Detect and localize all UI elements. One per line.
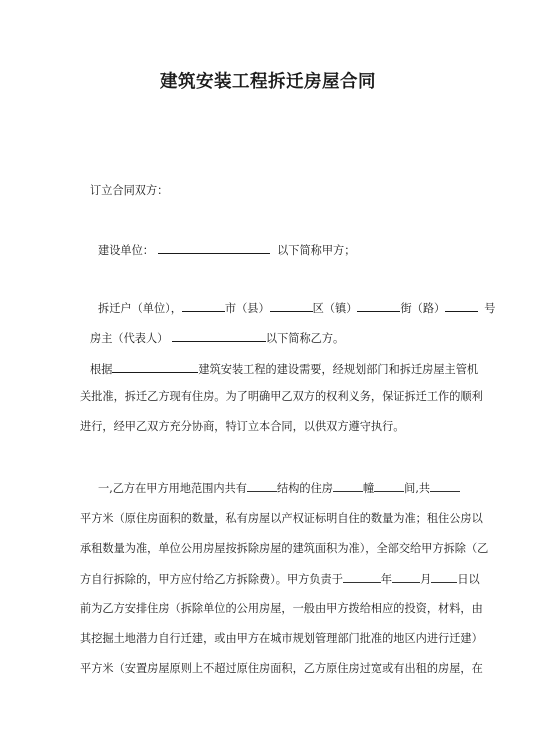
para1-line1: 根据 建筑安装工程的建设需要，经规划部门和拆迁房屋主管机: [90, 363, 479, 376]
parties-heading: 订立合同双方：: [90, 184, 169, 197]
art1-line5: 前为乙方安排住房（拆除单位的公用房屋，一般由甲方拨给相应的投资，材料，由: [80, 602, 483, 615]
year-field[interactable]: [343, 571, 381, 583]
structure-type-field[interactable]: [247, 480, 277, 492]
builder-label: 建设单位：: [98, 244, 154, 257]
relocatee-line: 拆迁户（单位）， 市（县） 区（镇） 街（路） 号: [98, 302, 496, 315]
relocatee-street-field[interactable]: [357, 300, 400, 312]
art1-line7: 平方米（安置房屋原则上不超过原住房面积，乙方原住房过宽或有出租的房屋，在: [80, 662, 483, 675]
para1-line3: 进行，经甲乙双方充分协商，特订立本合同，以供双方遵守执行。: [80, 420, 405, 433]
area-total-field[interactable]: [430, 480, 460, 492]
relocatee-number-field[interactable]: [445, 300, 478, 312]
document-title: 建筑安装工程拆迁房屋合同: [160, 72, 376, 92]
art1-line6: 其挖掘土地潜力自行迁建，或由甲方在城市规划管理部门批准的地区内进行迁建）: [80, 632, 483, 645]
relocatee-district-field[interactable]: [270, 300, 313, 312]
builder-name-field[interactable]: [158, 242, 270, 254]
project-name-field[interactable]: [112, 361, 198, 373]
owner-name-field[interactable]: [172, 330, 266, 342]
owner-line: 房主（代表人） 以下简称乙方。: [90, 332, 345, 345]
builder-line: [98, 242, 355, 259]
para1-line2: 关批准，拆迁乙方现有住房。为了明确甲乙双方的权利义务，保证拆迁工作的顺利: [80, 390, 483, 403]
room-count-field[interactable]: [374, 480, 404, 492]
relocatee-city-field[interactable]: [182, 300, 225, 312]
art1-line1: 一,乙方在甲方用地范围内共有 结构的住房 幢 间,共: [98, 480, 460, 497]
art1-line3: 承租数量为准，单位公用房屋按拆除房屋的建筑面积为准），全部交给甲方拆除（乙: [80, 542, 489, 555]
art1-line2: 平方米（原住房面积的数量，私有房屋以产权证标明自住的数量为准；租住公房以: [80, 512, 483, 525]
builder-suffix: 以下简称甲方；: [277, 244, 356, 257]
building-count-field[interactable]: [333, 480, 363, 492]
month-field[interactable]: [392, 571, 420, 583]
day-field[interactable]: [431, 571, 457, 583]
art1-line4: 方自行拆除的，甲方应付给乙方拆除费）。甲方负责于 年 月 日以: [80, 573, 480, 586]
